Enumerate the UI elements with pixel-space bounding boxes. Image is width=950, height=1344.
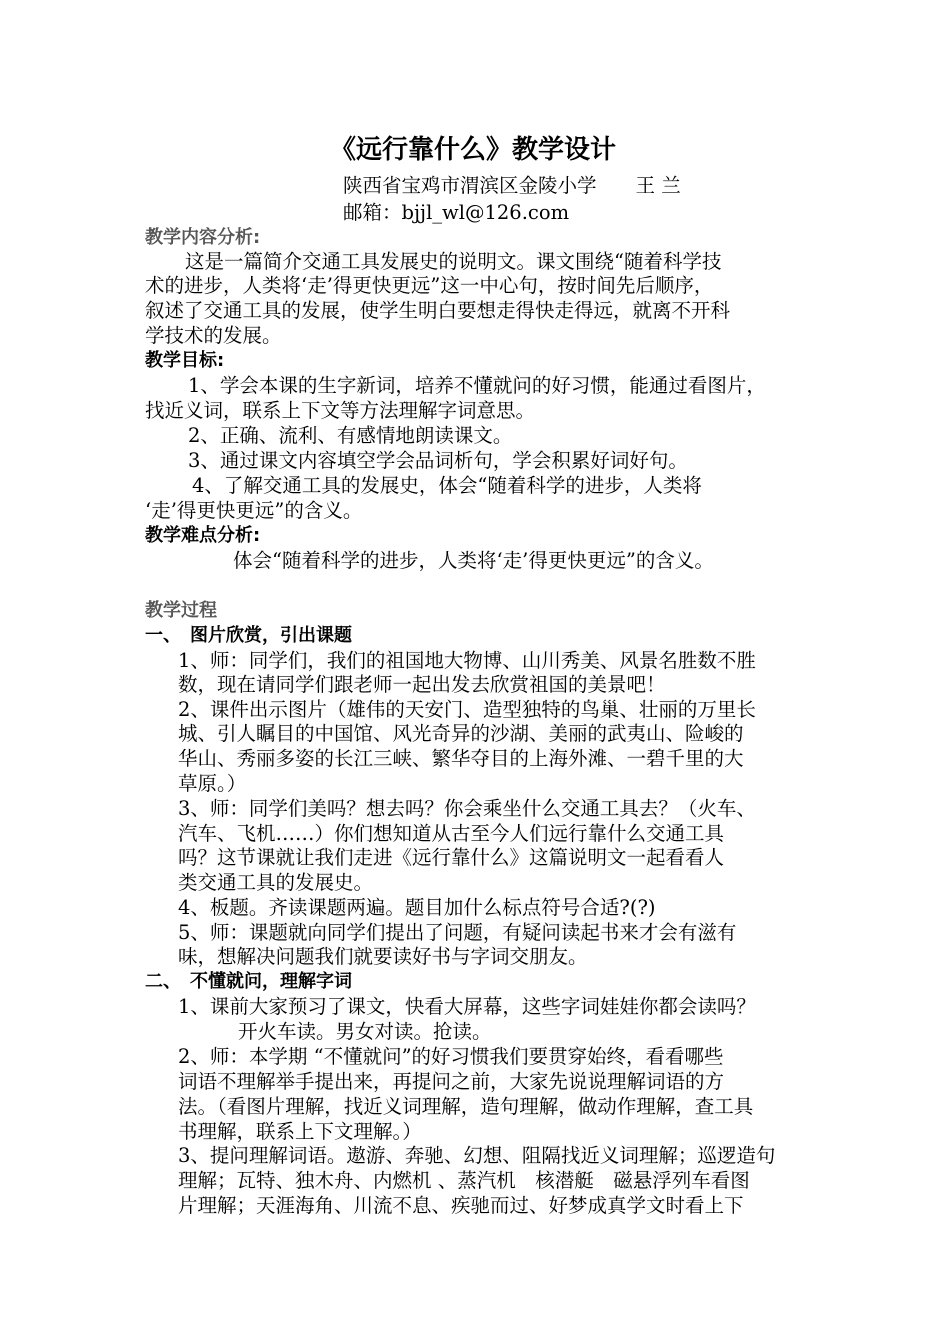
- process-heading: 教学过程: [145, 600, 217, 621]
- author-line: 陕西省宝鸡市渭滨区金陵小学 王 兰: [343, 174, 681, 197]
- goals-heading: 教学目标:: [145, 350, 225, 371]
- section-1-line: 4、板题。齐读课题两遍。题目加什么标点符号合适?(?): [178, 896, 656, 919]
- section-1-line: 汽车、飞机……）你们想知道从古至今人们远行靠什么交通工具: [178, 822, 725, 845]
- email-line: 邮箱：bjjl_wl@126.com: [343, 201, 570, 224]
- section-2-line: 1、课前大家预习了课文，快看大屏幕，这些字词娃娃你都会读吗？: [178, 995, 756, 1018]
- paragraph-line: 叙述了交通工具的发展，使学生明白要想走得快走得远，就离不开科: [145, 299, 731, 322]
- section-1-line: 1、师：同学们，我们的祖国地大物博、山川秀美、风景名胜数不胜: [178, 649, 756, 672]
- paragraph-line: 术的进步，人类将‘走’得更快更远”这一中心句，按时间先后顺序，: [145, 274, 714, 297]
- section-1-line: 华山、秀丽多姿的长江三峡、繁华夺目的上海外滩、一碧千里的大: [178, 747, 744, 770]
- section-1-line: 2、课件出示图片（雄伟的天安门、造型独特的鸟巢、壮丽的万里长: [178, 698, 756, 721]
- section-1-line: 吗？这节课就让我们走进《远行靠什么》这篇说明文一起看看人: [178, 846, 725, 869]
- section-2-line: 片理解；天涯海角、川流不息、疾驰而过、好梦成真学文时看上下: [178, 1194, 744, 1217]
- difficulty-line: 体会“随着科学的进步，人类将‘走’得更快更远”的含义。: [233, 549, 714, 572]
- section-2-line: 书理解，联系上下文理解。）: [178, 1120, 422, 1143]
- goal-line: 2、正确、流利、有感情地朗读课文。: [188, 424, 513, 447]
- goal-line: ‘走’得更快更远”的含义。: [145, 499, 363, 522]
- document-title: 《远行靠什么》教学设计: [330, 135, 617, 165]
- paragraph-line: 学技术的发展。: [145, 324, 282, 347]
- section-2-line: 法。（看图片理解，找近义词理解，造句理解，做动作理解，查工具: [178, 1095, 754, 1118]
- goal-line: 3、通过课文内容填空学会品词析句，学会积累好词好句。: [188, 449, 688, 472]
- section-2-heading: 二、 不懂就问，理解字词: [145, 971, 352, 992]
- paragraph-line: 这是一篇简介交通工具发展史的说明文。课文围绕“随着科学技: [185, 250, 722, 273]
- content-analysis-heading: 教学内容分析:: [145, 227, 261, 248]
- section-1-heading: 一、 图片欣赏，引出课题: [145, 625, 352, 646]
- goal-line: 1、学会本课的生字新词，培养不懂就问的好习惯，能通过看图片，: [188, 374, 766, 397]
- section-2-line: 开火车读。男女对读。抢读。: [238, 1020, 492, 1043]
- section-1-line: 类交通工具的发展史。: [178, 871, 374, 894]
- section-1-line: 数，现在请同学们跟老师一起出发去欣赏祖国的美景吧！: [178, 673, 666, 696]
- section-1-line: 城、引人瞩目的中国馆、风光奇异的沙湖、美丽的武夷山、险峻的: [178, 722, 744, 745]
- section-2-line: 3、提问理解词语。遨游、奔驰、幻想、阻隔找近义词理解；巡逻造句: [178, 1144, 776, 1167]
- section-1-line: 5、师：课题就向同学们提出了问题，有疑问读起书来才会有滋有: [178, 921, 737, 944]
- section-1-line: 3、师：同学们美吗？想去吗？你会乘坐什么交通工具去？（火车、: [178, 797, 756, 820]
- section-1-line: 味，想解决问题我们就要读好书与字词交朋友。: [178, 945, 588, 968]
- section-2-line: 理解；瓦特、独木舟、内燃机 、蒸汽机 核潜艇 磁悬浮列车看图: [178, 1169, 750, 1192]
- goal-line: 找近义词，联系上下文等方法理解字词意思。: [145, 399, 536, 422]
- section-1-line: 草原。）: [178, 772, 247, 795]
- section-2-line: 词语不理解举手提出来，再提问之前，大家先说说理解词语的方: [178, 1070, 725, 1093]
- difficulty-heading: 教学难点分析:: [145, 525, 261, 546]
- section-2-line: 2、师：本学期 “不懂就问”的好习惯我们要贯穿始终，看看哪些: [178, 1045, 724, 1068]
- goal-line: 4、了解交通工具的发展史，体会“随着科学的进步，人类将: [192, 474, 702, 497]
